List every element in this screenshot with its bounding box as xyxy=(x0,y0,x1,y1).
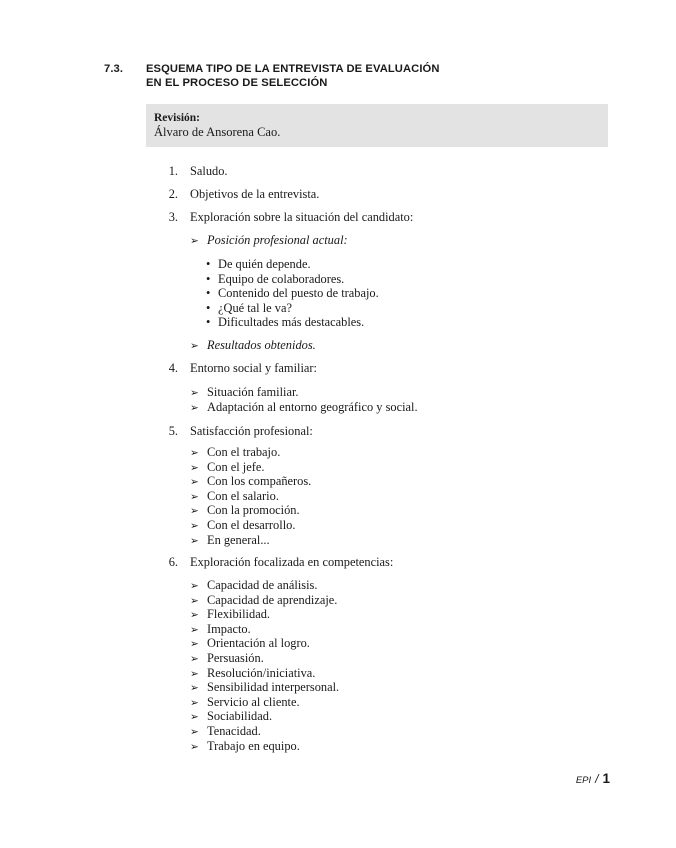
sub-item xyxy=(190,636,310,651)
revision-author: Álvaro de Ansorena Cao. xyxy=(154,125,281,139)
sub-item xyxy=(190,680,339,695)
bullet-dot-icon: • xyxy=(206,315,211,330)
sub-item-text: Trabajo en equipo. xyxy=(207,738,300,753)
arrow-bullet-icon: ➢ xyxy=(190,594,199,607)
section-title-line-1: ESQUEMA TIPO DE LA ENTREVISTA DE EVALUACIÓN xyxy=(146,63,440,75)
sub-item xyxy=(190,533,270,548)
list-item-text: Exploración sobre la situación del candidato: xyxy=(190,210,414,224)
arrow-bullet-icon: ➢ xyxy=(190,476,199,489)
sub-item xyxy=(190,622,251,637)
arrow-bullet-icon: ➢ xyxy=(190,609,199,622)
list-item-4 xyxy=(0,360,676,376)
list-item-text: Exploración focalizada en competencias: xyxy=(190,555,394,569)
sub-item-text: Capacidad de aprendizaje. xyxy=(207,592,338,607)
sub-item xyxy=(190,607,270,622)
sub-item xyxy=(190,474,311,489)
sub-item-text: Posición profesional actual: xyxy=(207,233,348,247)
arrow-bullet-icon: ➢ xyxy=(190,461,199,474)
list-item-text: Objetivos de la entrevista. xyxy=(190,187,320,201)
arrow-bullet-icon: ➢ xyxy=(190,340,199,352)
arrow-bullet-icon: ➢ xyxy=(190,726,199,738)
arrow-bullet-icon: ➢ xyxy=(190,235,199,247)
arrow-bullet-icon: ➢ xyxy=(190,580,199,592)
bullet-item xyxy=(206,301,292,316)
arrow-bullet-icon: ➢ xyxy=(190,638,199,651)
arrow-bullet-icon: ➢ xyxy=(190,667,199,680)
arrow-bullet-icon: ➢ xyxy=(190,447,199,459)
bullet-dot-icon: • xyxy=(206,286,211,301)
list-item-number: 6. xyxy=(168,555,178,569)
sub-item-text: Persuasión. xyxy=(207,651,264,665)
sub-item-text: Flexibilidad. xyxy=(207,607,270,622)
sub-item-text: En general... xyxy=(207,532,270,547)
list-item-number: 4. xyxy=(168,361,178,375)
sub-item xyxy=(190,709,272,724)
arrow-bullet-icon: ➢ xyxy=(190,505,199,518)
sub-item xyxy=(190,651,264,666)
sub-item-text: Adaptación al entorno geográfico y social. xyxy=(207,399,418,414)
sub-item-text: Sociabilidad. xyxy=(207,709,273,724)
sub-item xyxy=(190,724,261,739)
sub-item xyxy=(190,695,300,710)
list-item-text: Satisfacción profesional: xyxy=(190,424,313,438)
sub-item-text: Resultados obtenidos. xyxy=(207,338,316,352)
sub-item xyxy=(190,593,337,608)
sub-item xyxy=(190,503,300,518)
bullet-dot-icon: • xyxy=(206,271,211,286)
sub-item xyxy=(190,460,264,475)
bullet-item xyxy=(206,272,344,287)
bullet-text: Dificultades más destacables. xyxy=(218,315,365,330)
page-footer xyxy=(530,770,610,788)
arrow-bullet-icon: ➢ xyxy=(190,653,199,665)
arrow-bullet-icon: ➢ xyxy=(190,696,199,709)
arrow-bullet-icon: ➢ xyxy=(190,740,199,753)
sub-item xyxy=(190,489,279,504)
arrow-bullet-icon: ➢ xyxy=(190,534,199,547)
sub-item-text: Impacto. xyxy=(207,621,251,636)
sub-item-text: Capacidad de análisis. xyxy=(207,578,318,592)
footer-separator: / xyxy=(595,772,599,786)
arrow-bullet-icon: ➢ xyxy=(190,401,199,414)
bullet-text: ¿Qué tal le va? xyxy=(218,300,292,315)
bullet-item xyxy=(206,257,311,272)
bullet-text: Contenido del puesto de trabajo. xyxy=(218,286,379,301)
list-item-text: Saludo. xyxy=(190,164,228,178)
sub-item-text: Con el jefe. xyxy=(207,459,265,474)
sub-item xyxy=(190,400,418,415)
arrow-bullet-icon: ➢ xyxy=(190,520,199,532)
list-item-number: 1. xyxy=(168,164,178,178)
list-item-1 xyxy=(0,163,676,179)
page-number: 1 xyxy=(602,771,610,786)
sub-item-text: Tenacidad. xyxy=(207,724,261,738)
arrow-bullet-icon: ➢ xyxy=(190,711,199,724)
sub-item-text: Con el salario. xyxy=(207,488,279,503)
sub-item-text: Con el desarrollo. xyxy=(207,518,296,532)
bullet-dot-icon: • xyxy=(206,257,211,271)
sub-item xyxy=(190,445,280,460)
sub-item-text: Con los compañeros. xyxy=(207,474,312,489)
list-item-number: 2. xyxy=(168,187,178,201)
list-item-3 xyxy=(0,209,676,225)
bullet-item xyxy=(206,315,364,330)
list-item-6 xyxy=(0,554,676,570)
section-number: 7.3. xyxy=(104,63,124,75)
publication-name: EPI xyxy=(575,775,592,786)
arrow-bullet-icon: ➢ xyxy=(190,387,199,399)
sub-item xyxy=(190,578,317,593)
list-item-number: 5. xyxy=(168,424,178,438)
list-item-number: 3. xyxy=(168,210,178,224)
arrow-bullet-icon: ➢ xyxy=(190,623,199,636)
revision-label: Revisión: xyxy=(154,112,200,124)
section-title-line-2: EN EL PROCESO DE SELECCIÓN xyxy=(146,77,328,89)
sub-item-text: Resolución/iniciativa. xyxy=(207,665,316,680)
bullet-dot-icon: • xyxy=(206,300,211,315)
list-item-5 xyxy=(0,423,676,439)
arrow-bullet-icon: ➢ xyxy=(190,682,199,695)
sub-item-current-position xyxy=(190,233,348,248)
sub-item-text: Orientación al logro. xyxy=(207,636,310,651)
sub-item-text: Con el trabajo. xyxy=(207,445,281,459)
list-item-2 xyxy=(0,186,676,202)
bullet-text: De quién depende. xyxy=(218,257,311,271)
arrow-bullet-icon: ➢ xyxy=(190,490,199,503)
sub-item-text: Sensibilidad interpersonal. xyxy=(207,680,340,695)
sub-item-results xyxy=(190,338,316,353)
sub-item-text: Situación familiar. xyxy=(207,385,299,399)
sub-item xyxy=(190,385,299,400)
sub-item xyxy=(190,518,295,533)
sub-item xyxy=(190,739,300,754)
sub-item-text: Servicio al cliente. xyxy=(207,694,300,709)
list-item-text: Entorno social y familiar: xyxy=(190,361,317,375)
sub-item-text: Con la promoción. xyxy=(207,503,300,518)
sub-item xyxy=(190,666,315,681)
bullet-item xyxy=(206,286,379,301)
bullet-text: Equipo de colaboradores. xyxy=(218,271,345,286)
